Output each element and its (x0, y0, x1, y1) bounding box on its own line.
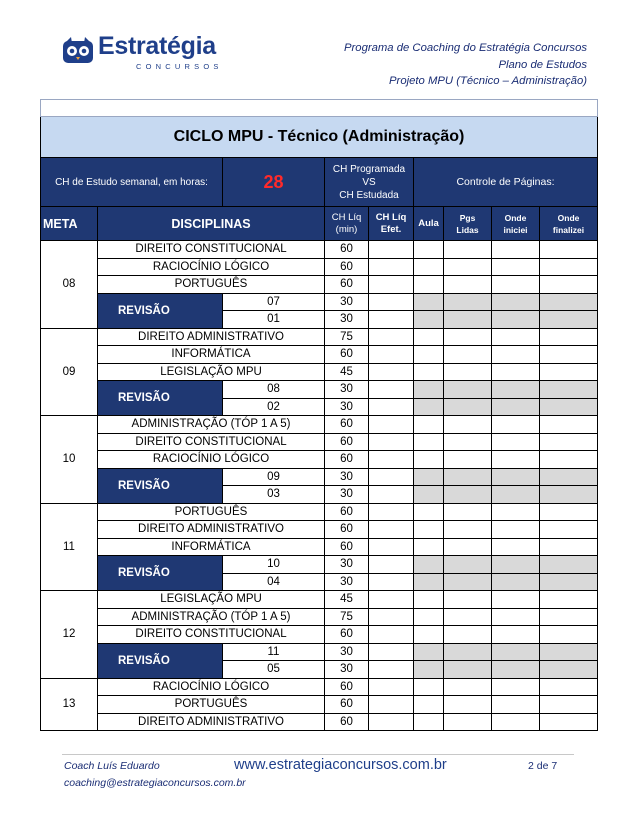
empty-tracking-cell[interactable] (369, 311, 414, 329)
col-ch-efet-line1: CH Líq (375, 211, 407, 223)
revisao-label: REVISÃO (98, 643, 223, 678)
empty-tracking-cell[interactable] (369, 538, 414, 556)
meta-number: 08 (41, 241, 98, 329)
empty-tracking-cell[interactable] (414, 328, 444, 346)
empty-tracking-cell[interactable] (444, 696, 492, 714)
revision-row (41, 556, 598, 574)
top-strip-row (41, 100, 598, 117)
empty-tracking-cell[interactable] (444, 468, 492, 486)
empty-tracking-cell[interactable] (444, 608, 492, 626)
ch-liq-value: 30 (325, 398, 369, 416)
col-meta-header: META (41, 207, 98, 241)
empty-tracking-cell[interactable] (444, 556, 492, 574)
empty-tracking-cell[interactable] (492, 416, 540, 434)
discipline-name: INFORMÁTICA (98, 346, 325, 364)
table-row (41, 433, 598, 451)
revision-reference: 05 (223, 661, 325, 679)
ch-liq-value: 60 (325, 276, 369, 294)
table-row (41, 363, 598, 381)
empty-tracking-cell[interactable] (414, 486, 444, 504)
ch-liq-value: 75 (325, 608, 369, 626)
col-onde-finalizei-line1: Onde (557, 212, 580, 223)
empty-tracking-cell[interactable] (369, 503, 414, 521)
empty-tracking-cell[interactable] (492, 538, 540, 556)
discipline-name: DIREITO CONSTITUCIONAL (98, 433, 325, 451)
ch-liq-value: 30 (325, 311, 369, 329)
empty-tracking-cell[interactable] (540, 258, 598, 276)
empty-tracking-cell[interactable] (540, 276, 598, 294)
revision-row (41, 381, 598, 399)
discipline-name: PORTUGUÊS (98, 503, 325, 521)
empty-tracking-cell[interactable] (414, 713, 444, 731)
discipline-name: RACIOCÍNIO LÓGICO (98, 678, 325, 696)
revision-row (41, 293, 598, 311)
discipline-name: RACIOCÍNIO LÓGICO (98, 451, 325, 469)
empty-tracking-cell[interactable] (369, 276, 414, 294)
empty-tracking-cell[interactable] (369, 293, 414, 311)
revisao-label: REVISÃO (98, 293, 223, 328)
empty-tracking-cell[interactable] (414, 451, 444, 469)
empty-tracking-cell[interactable] (369, 363, 414, 381)
revision-reference: 08 (223, 381, 325, 399)
empty-tracking-cell[interactable] (492, 311, 540, 329)
empty-tracking-cell[interactable] (492, 486, 540, 504)
empty-tracking-cell[interactable] (492, 503, 540, 521)
table-row (41, 696, 598, 714)
empty-tracking-cell[interactable] (540, 433, 598, 451)
meta-number: 12 (41, 591, 98, 679)
ch-liq-value: 30 (325, 381, 369, 399)
empty-tracking-cell[interactable] (540, 363, 598, 381)
empty-tracking-cell[interactable] (414, 346, 444, 364)
col-onde-finalizei-header (540, 207, 598, 241)
table-row (41, 626, 598, 644)
empty-tracking-cell[interactable] (492, 381, 540, 399)
empty-tracking-cell[interactable] (492, 276, 540, 294)
ch-liq-value: 60 (325, 626, 369, 644)
empty-tracking-cell[interactable] (492, 696, 540, 714)
revisao-label: REVISÃO (98, 468, 223, 503)
empty-tracking-cell[interactable] (414, 398, 444, 416)
empty-tracking-cell[interactable] (492, 451, 540, 469)
footer-email-link[interactable]: coaching@estrategiaconcursos.com.br (64, 777, 246, 789)
col-onde-iniciei-line1: Onde (504, 212, 527, 223)
ch-liq-value: 60 (325, 433, 369, 451)
empty-tracking-cell[interactable] (540, 486, 598, 504)
brand-logo (62, 32, 223, 74)
col-aula-header: Aula (414, 207, 444, 241)
meta-number: 13 (41, 678, 98, 731)
empty-tracking-cell[interactable] (444, 573, 492, 591)
empty-tracking-cell[interactable] (492, 433, 540, 451)
col-disciplinas-header: DISCIPLINAS (98, 207, 325, 241)
empty-tracking-cell[interactable] (369, 468, 414, 486)
empty-tracking-cell[interactable] (540, 416, 598, 434)
ch-liq-value: 30 (325, 293, 369, 311)
ch-liq-value: 75 (325, 328, 369, 346)
empty-tracking-cell[interactable] (444, 503, 492, 521)
table-row (41, 241, 598, 259)
empty-tracking-cell[interactable] (369, 451, 414, 469)
empty-tracking-cell[interactable] (414, 591, 444, 609)
empty-tracking-cell[interactable] (414, 643, 444, 661)
ch-liq-value: 60 (325, 521, 369, 539)
logo-subtitle: CONCURSOS (136, 62, 223, 71)
empty-tracking-cell[interactable] (444, 398, 492, 416)
empty-tracking-cell[interactable] (492, 626, 540, 644)
ch-liq-value: 60 (325, 713, 369, 731)
empty-tracking-cell[interactable] (492, 363, 540, 381)
empty-tracking-cell[interactable] (444, 591, 492, 609)
empty-tracking-cell[interactable] (540, 608, 598, 626)
empty-tracking-cell[interactable] (492, 661, 540, 679)
table-row (41, 451, 598, 469)
table-row (41, 328, 598, 346)
empty-tracking-cell[interactable] (444, 713, 492, 731)
empty-tracking-cell[interactable] (444, 521, 492, 539)
page-total: 7 (551, 760, 558, 772)
page-of: de (536, 760, 549, 772)
table-row (41, 258, 598, 276)
table-row (41, 346, 598, 364)
empty-tracking-cell[interactable] (414, 241, 444, 259)
empty-tracking-cell[interactable] (444, 381, 492, 399)
meta-number: 10 (41, 416, 98, 504)
discipline-name: LEGISLAÇÃO MPU (98, 591, 325, 609)
ch-liq-value: 60 (325, 416, 369, 434)
table-row (41, 591, 598, 609)
empty-tracking-cell[interactable] (492, 398, 540, 416)
empty-tracking-cell[interactable] (444, 643, 492, 661)
program-title: Programa de Coaching do Estratégia Concursos (343, 42, 587, 54)
empty-tracking-cell[interactable] (444, 678, 492, 696)
empty-tracking-cell[interactable] (414, 661, 444, 679)
ch-liq-value: 60 (325, 503, 369, 521)
empty-tracking-cell[interactable] (414, 416, 444, 434)
empty-tracking-cell[interactable] (414, 363, 444, 381)
table-row (41, 678, 598, 696)
discipline-name: PORTUGUÊS (98, 696, 325, 714)
empty-tracking-cell[interactable] (414, 556, 444, 574)
revision-reference: 02 (223, 398, 325, 416)
empty-tracking-cell[interactable] (540, 626, 598, 644)
ch-liq-value: 30 (325, 468, 369, 486)
empty-tracking-cell[interactable] (540, 591, 598, 609)
revision-reference: 01 (223, 311, 325, 329)
table-row (41, 503, 598, 521)
programmed-vs-studied-label (325, 158, 414, 207)
empty-tracking-cell[interactable] (492, 468, 540, 486)
empty-tracking-cell[interactable] (414, 433, 444, 451)
discipline-name: ADMINISTRAÇÃO (TÓP 1 A 5) (98, 608, 325, 626)
empty-tracking-cell[interactable] (369, 346, 414, 364)
meta-number: 09 (41, 328, 98, 416)
empty-tracking-cell[interactable] (444, 363, 492, 381)
empty-tracking-cell[interactable] (492, 678, 540, 696)
discipline-name: DIREITO CONSTITUCIONAL (98, 241, 325, 259)
empty-tracking-cell[interactable] (414, 276, 444, 294)
study-cycle-table (40, 99, 598, 731)
revision-reference: 10 (223, 556, 325, 574)
empty-tracking-cell[interactable] (540, 398, 598, 416)
owl-logo-icon (62, 37, 94, 65)
empty-tracking-cell[interactable] (414, 608, 444, 626)
empty-tracking-cell[interactable] (492, 293, 540, 311)
empty-tracking-cell[interactable] (369, 661, 414, 679)
meta-number: 11 (41, 503, 98, 591)
empty-tracking-cell[interactable] (492, 713, 540, 731)
empty-tracking-cell[interactable] (414, 696, 444, 714)
empty-tracking-cell[interactable] (444, 433, 492, 451)
empty-tracking-cell[interactable] (414, 381, 444, 399)
empty-tracking-cell[interactable] (540, 521, 598, 539)
empty-tracking-cell[interactable] (540, 678, 598, 696)
col-ch-efet-line2: Efet. (380, 223, 402, 235)
empty-tracking-cell[interactable] (540, 696, 598, 714)
empty-tracking-cell[interactable] (369, 241, 414, 259)
empty-tracking-cell[interactable] (369, 433, 414, 451)
ch-liq-value: 30 (325, 573, 369, 591)
empty-tracking-cell[interactable] (540, 328, 598, 346)
ch-liq-value: 30 (325, 661, 369, 679)
col-ch-liq-line2: (min) (335, 223, 358, 235)
empty-tracking-cell[interactable] (444, 258, 492, 276)
col-ch-liq-line1: CH Líq (331, 211, 362, 223)
footer-coach: Coach Luís Eduardo (64, 760, 160, 772)
empty-tracking-cell[interactable] (540, 713, 598, 731)
ch-liq-value: 60 (325, 346, 369, 364)
ch-liq-value: 60 (325, 241, 369, 259)
ch-liq-value: 45 (325, 363, 369, 381)
column-header-row (41, 207, 598, 241)
col-onde-iniciei-line2: iniciei (503, 224, 528, 235)
col-ch-liq-header (325, 207, 369, 241)
empty-tracking-cell[interactable] (369, 591, 414, 609)
weekly-hours-label: CH de Estudo semanal, em horas: (41, 158, 223, 207)
discipline-name: DIREITO ADMINISTRATIVO (98, 521, 325, 539)
empty-tracking-cell[interactable] (540, 556, 598, 574)
col-onde-finalizei-line2: finalizei (552, 224, 585, 235)
discipline-name: DIREITO ADMINISTRATIVO (98, 713, 325, 731)
table-title: CICLO MPU - Técnico (Administração) (41, 117, 598, 158)
discipline-name: ADMINISTRAÇÃO (TÓP 1 A 5) (98, 416, 325, 434)
discipline-name: DIREITO ADMINISTRATIVO (98, 328, 325, 346)
empty-tracking-cell[interactable] (369, 713, 414, 731)
ch-liq-value: 60 (325, 451, 369, 469)
empty-tracking-cell[interactable] (414, 311, 444, 329)
empty-tracking-cell[interactable] (540, 573, 598, 591)
empty-tracking-cell[interactable] (492, 241, 540, 259)
empty-tracking-cell[interactable] (369, 398, 414, 416)
plan-title: Plano de Estudos (498, 58, 587, 71)
empty-tracking-cell[interactable] (414, 573, 444, 591)
footer-website-link[interactable]: www.estrategiaconcursos.com.br (234, 757, 447, 773)
col-ch-efet-header (369, 207, 414, 241)
ch-liq-value: 30 (325, 486, 369, 504)
ch-liq-value: 30 (325, 556, 369, 574)
empty-tracking-cell[interactable] (492, 608, 540, 626)
col-onde-iniciei-header (492, 207, 540, 241)
revision-row (41, 468, 598, 486)
revision-reference: 07 (223, 293, 325, 311)
empty-tracking-cell[interactable] (492, 346, 540, 364)
revision-reference: 09 (223, 468, 325, 486)
ch-liq-value: 60 (325, 678, 369, 696)
studied-label: CH Estudada (339, 189, 399, 201)
pages-control-label: Controle de Páginas: (414, 158, 598, 207)
empty-tracking-cell[interactable] (444, 538, 492, 556)
empty-tracking-cell[interactable] (444, 328, 492, 346)
empty-tracking-cell[interactable] (540, 381, 598, 399)
revision-reference: 04 (223, 573, 325, 591)
project-title: Projeto MPU (Técnico – Administração) (389, 75, 587, 87)
empty-tracking-cell[interactable] (369, 556, 414, 574)
empty-tracking-cell[interactable] (444, 276, 492, 294)
empty-tracking-cell[interactable] (369, 608, 414, 626)
revisao-label: REVISÃO (98, 381, 223, 416)
empty-tracking-cell[interactable] (444, 293, 492, 311)
empty-tracking-cell[interactable] (444, 346, 492, 364)
vs-label: VS (362, 176, 376, 188)
empty-tracking-cell[interactable] (492, 573, 540, 591)
empty-tracking-cell[interactable] (444, 311, 492, 329)
document-header (344, 40, 587, 90)
table-row (41, 416, 598, 434)
empty-tracking-cell[interactable] (540, 293, 598, 311)
col-pgs-line1: Pgs (459, 212, 476, 223)
empty-tracking-cell[interactable] (414, 626, 444, 644)
weekly-hours-value: 28 (223, 158, 325, 207)
summary-header-row (41, 158, 598, 207)
empty-tracking-cell[interactable] (369, 696, 414, 714)
revision-row (41, 643, 598, 661)
empty-tracking-cell[interactable] (369, 416, 414, 434)
ch-liq-value: 45 (325, 591, 369, 609)
table-row (41, 276, 598, 294)
empty-tracking-cell[interactable] (444, 451, 492, 469)
empty-tracking-cell[interactable] (444, 241, 492, 259)
footer-divider (62, 754, 574, 755)
empty-tracking-cell[interactable] (444, 416, 492, 434)
revision-reference: 11 (223, 643, 325, 661)
empty-tracking-cell[interactable] (540, 346, 598, 364)
empty-tracking-cell[interactable] (414, 678, 444, 696)
empty-tracking-cell[interactable] (540, 643, 598, 661)
empty-tracking-cell[interactable] (369, 573, 414, 591)
empty-tracking-cell[interactable] (540, 538, 598, 556)
empty-tracking-cell[interactable] (414, 258, 444, 276)
empty-tracking-cell[interactable] (540, 468, 598, 486)
ch-liq-value: 60 (325, 696, 369, 714)
ch-liq-value: 60 (325, 538, 369, 556)
empty-tracking-cell[interactable] (414, 521, 444, 539)
empty-tracking-cell[interactable] (369, 328, 414, 346)
empty-tracking-cell[interactable] (540, 503, 598, 521)
empty-tracking-cell[interactable] (540, 241, 598, 259)
empty-tracking-cell[interactable] (444, 626, 492, 644)
empty-tracking-cell[interactable] (369, 486, 414, 504)
empty-tracking-cell[interactable] (369, 626, 414, 644)
discipline-name: DIREITO CONSTITUCIONAL (98, 626, 325, 644)
col-pgs-header (444, 207, 492, 241)
empty-tracking-cell[interactable] (414, 468, 444, 486)
empty-tracking-cell[interactable] (540, 661, 598, 679)
empty-tracking-cell[interactable] (414, 538, 444, 556)
empty-tracking-cell[interactable] (444, 661, 492, 679)
table-row (41, 538, 598, 556)
empty-tracking-cell[interactable] (369, 521, 414, 539)
discipline-name: INFORMÁTICA (98, 538, 325, 556)
empty-tracking-cell[interactable] (492, 258, 540, 276)
col-pgs-line2: Lidas (456, 224, 479, 235)
empty-tracking-cell[interactable] (492, 591, 540, 609)
empty-tracking-cell[interactable] (369, 381, 414, 399)
table-row (41, 713, 598, 731)
empty-tracking-cell[interactable] (369, 678, 414, 696)
empty-tracking-cell[interactable] (414, 293, 444, 311)
programmed-label: CH Programada (332, 163, 406, 175)
table-title-row (41, 117, 598, 158)
page-current: 2 (528, 760, 534, 772)
empty-tracking-cell[interactable] (540, 311, 598, 329)
empty-tracking-cell[interactable] (492, 643, 540, 661)
revision-reference: 03 (223, 486, 325, 504)
table-row (41, 521, 598, 539)
discipline-name: RACIOCÍNIO LÓGICO (98, 258, 325, 276)
discipline-name: PORTUGUÊS (98, 276, 325, 294)
footer-page-number (528, 760, 557, 772)
empty-tracking-cell[interactable] (444, 486, 492, 504)
ch-liq-value: 30 (325, 643, 369, 661)
empty-tracking-cell[interactable] (492, 521, 540, 539)
logo-text: Estratégia (98, 32, 216, 60)
discipline-name: LEGISLAÇÃO MPU (98, 363, 325, 381)
empty-tracking-cell[interactable] (492, 328, 540, 346)
empty-tracking-cell[interactable] (414, 503, 444, 521)
revisao-label: REVISÃO (98, 556, 223, 591)
table-row (41, 608, 598, 626)
empty-tracking-cell[interactable] (369, 643, 414, 661)
empty-tracking-cell[interactable] (369, 258, 414, 276)
empty-tracking-cell[interactable] (492, 556, 540, 574)
ch-liq-value: 60 (325, 258, 369, 276)
empty-tracking-cell[interactable] (540, 451, 598, 469)
